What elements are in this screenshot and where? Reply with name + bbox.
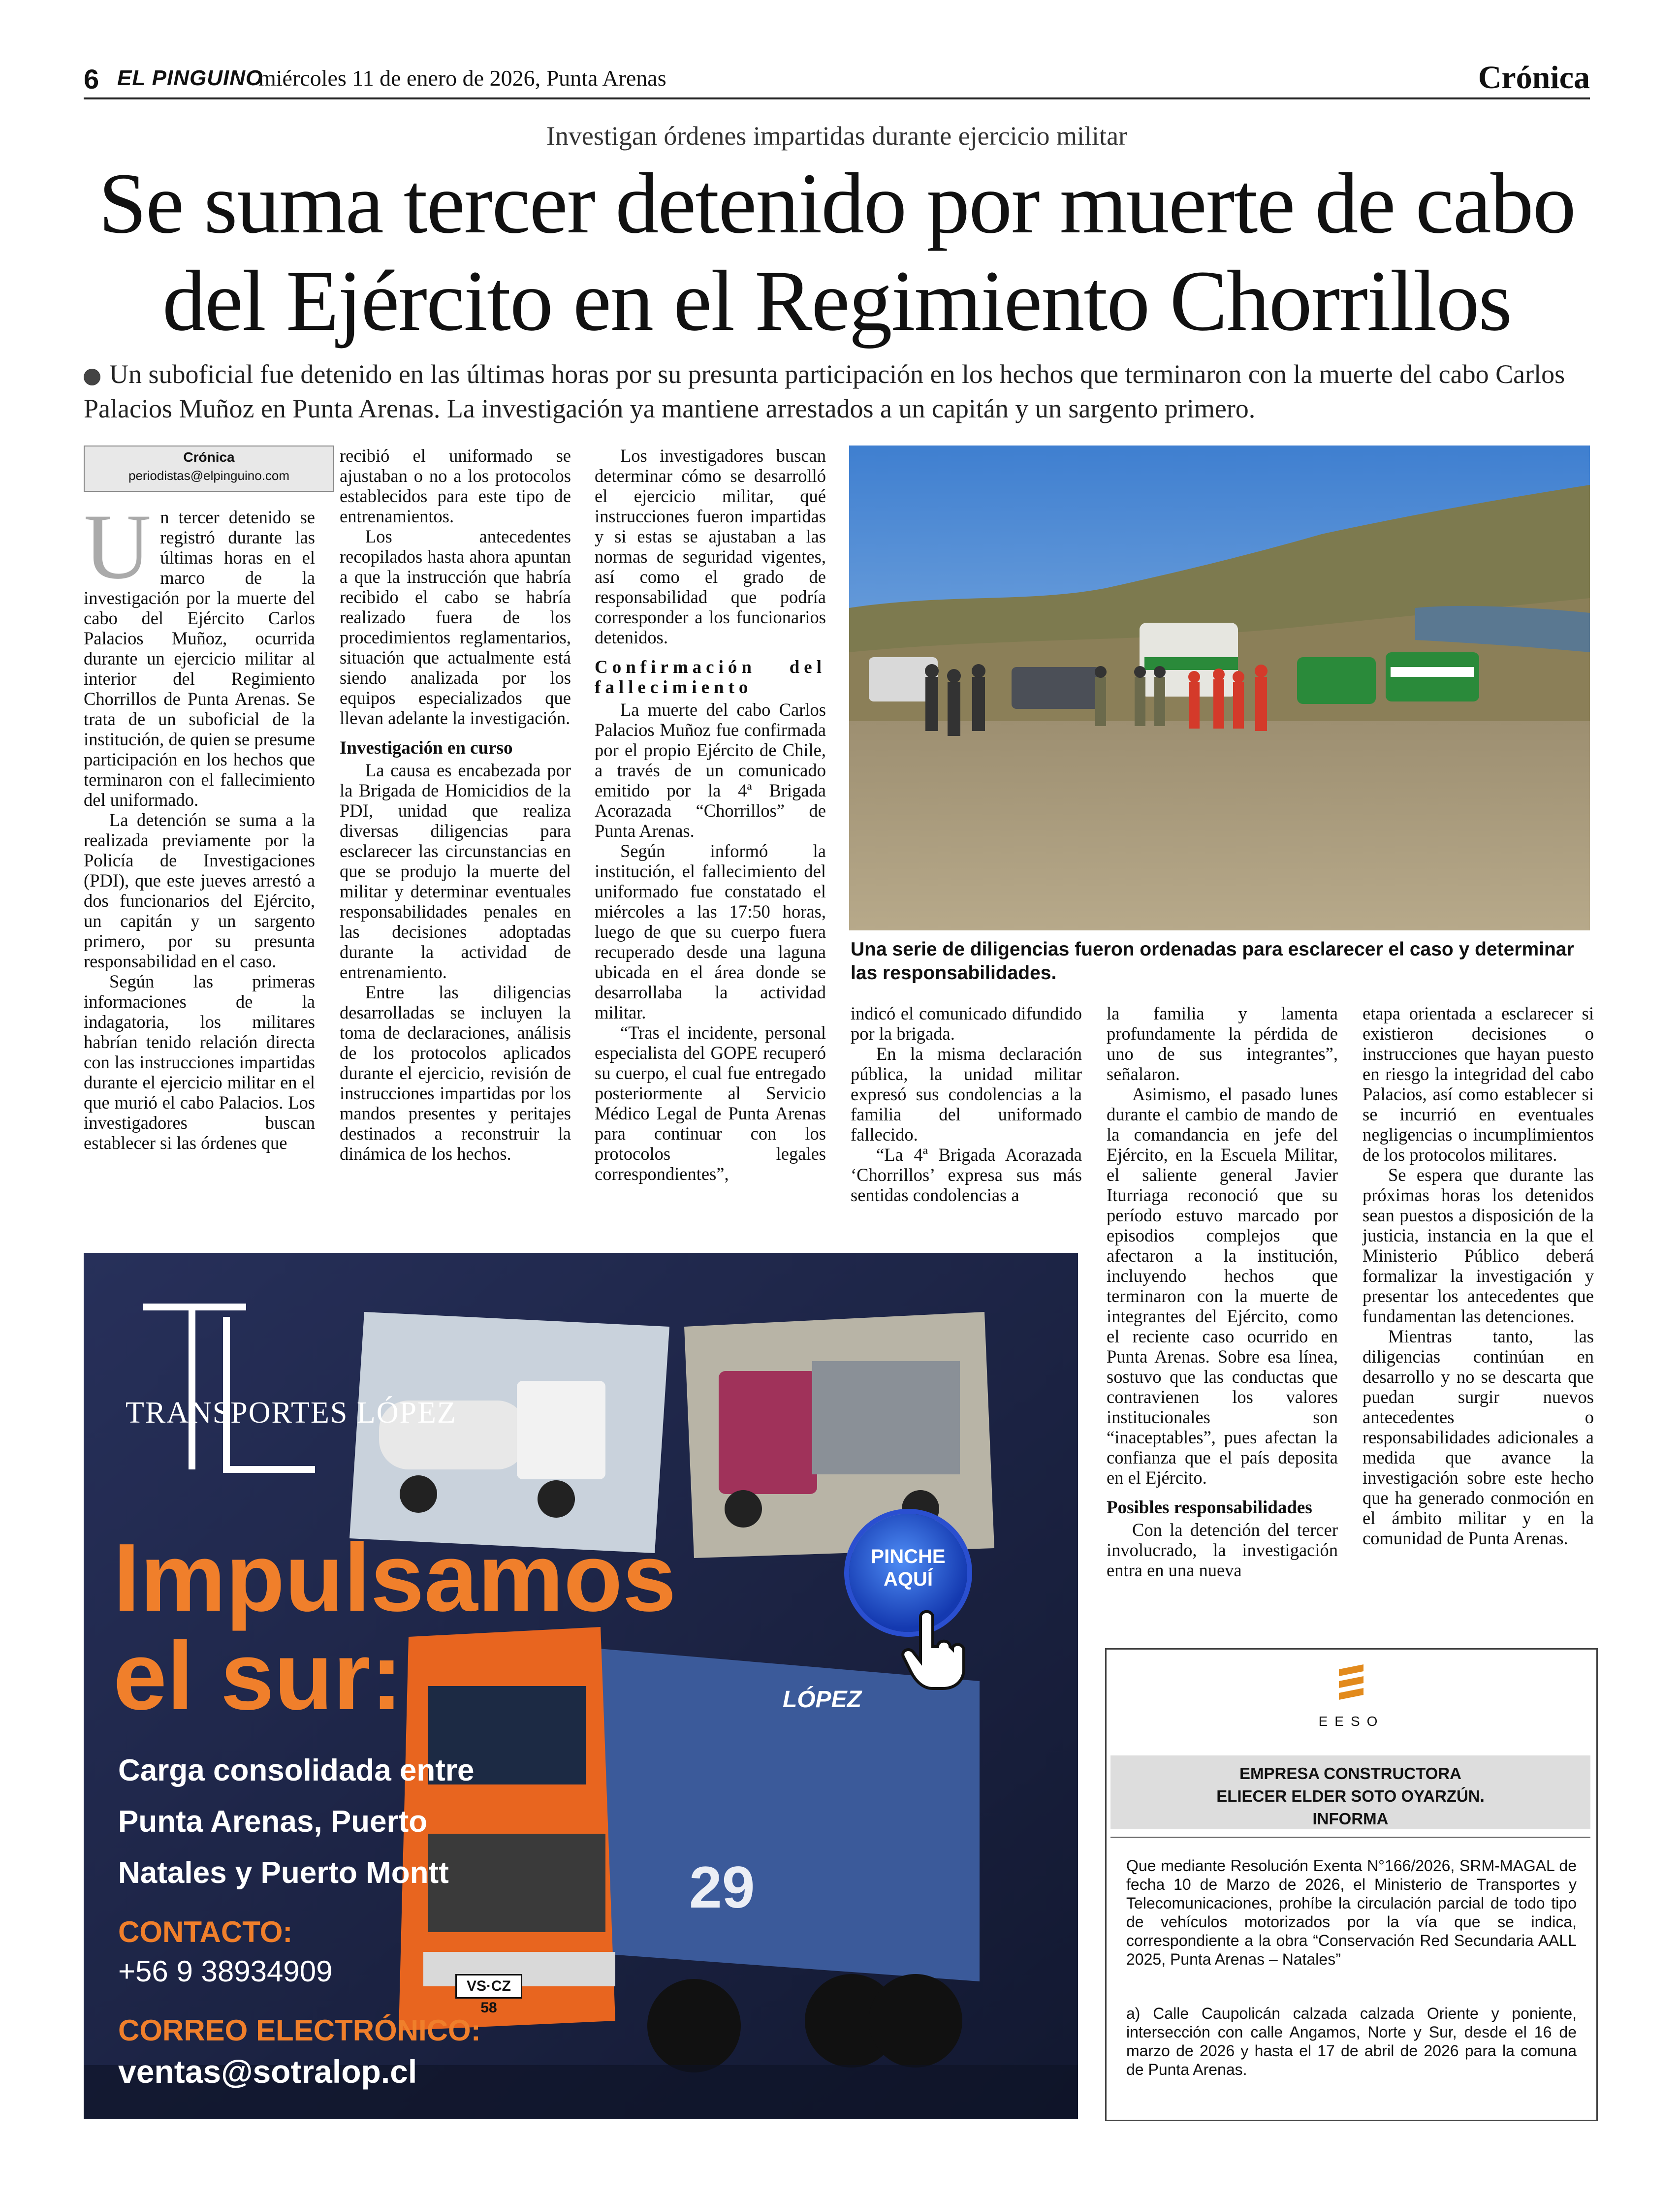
- eeso-logo-icon: [1334, 1664, 1368, 1709]
- photo-illustration: [849, 446, 1590, 930]
- ad-email[interactable]: ventas@sotralop.cl: [118, 2053, 417, 2090]
- headline: Se suma tercer detenido por muerte de cabo del Ejército en el Regimiento Chorrillos: [98, 156, 1575, 349]
- news-photo: [849, 446, 1590, 930]
- paragraph: Los antecedentes recopilados hasta ahora apuntan a que la instrucción que habría recibido el cabo se habría realizado fuera de los procedimientos reglamentarios, situación que actualmente está siendo analizada por los equipos especializados que llevan adelante la investigación.: [340, 526, 571, 728]
- paragraph: n tercer detenido se registró durante las últimas horas en el marco de la investigación por la muerte del cabo del Ejército Carlos Palacios Muñoz, ocurrida durante un ejercicio militar al interior del Regimiento Chorrillos de Punta Arenas. Se trata de un suboficial de la institución, de quien se presume participación en los hechos que terminaron con el fallecimiento del uniformado.: [84, 507, 315, 810]
- paragraph: Se espera que durante las próximas horas los detenidos sean puestos a disposición de la justicia, instancia en la que el Ministerio Público deberá formalizar la investigación y presentar los antecedentes que fundamentan las detenciones.: [1363, 1165, 1594, 1326]
- article-column-4: [851, 1003, 1082, 1230]
- ad-subtitle: [118, 1745, 660, 1899]
- anniversary-badge: 29: [689, 1854, 755, 1920]
- paragraph: Entre las diligencias desarrolladas se incluyen la toma de declaraciones, análisis de los protocolos aplicados durante el ejercicio, revisión de instrucciones impartidas por los mandos presentes y peritajes destinados a reconstruir la dinámica de los hechos.: [340, 982, 571, 1164]
- ad-email-label: CORREO ELECTRÓNICO:: [118, 2014, 481, 2047]
- notice-heading-line: EMPRESA CONSTRUCTORA: [1239, 1764, 1462, 1783]
- page-number: 6: [84, 64, 99, 95]
- ad-brand-name: TRANSPORTES LÓPEZ: [126, 1396, 457, 1430]
- article-column-1: [84, 495, 315, 1226]
- divider: [1110, 1837, 1590, 1838]
- lede: [84, 357, 1595, 426]
- truck-plate: VS·CZ 58: [455, 1974, 522, 1999]
- masthead: [84, 60, 1590, 99]
- paragraph: Asimismo, el pasado lunes durante el cambio de mando de la comandancia en jefe del Ejército, en la Escuela Militar, el saliente general Javier Iturriaga reconoció que su período estuvo marcado por episodios complejos que afectaron a la institución, incluyendo hechos que terminaron con la muerte de integrantes del Ejército, como el reciente caso ocurrido en Punta Arenas. Sobre esa línea, sostuvo que las conductas que contravienen los valores institucionales son “inaceptables”, pues afectan la confianza que el país deposita en el Ejército.: [1107, 1084, 1338, 1488]
- ad-subtitle-line: Carga consolidada entre: [118, 1753, 475, 1787]
- paragraph: La detención se suma a la realizada previamente por la Policía de Investigaciones (PDI), que este jueves arrestó a dos funcionarios del Ejército, un capitán y un sargento primero, por su presunta responsabilidad en el caso.: [84, 810, 315, 971]
- truck-photo-1: [349, 1312, 669, 1553]
- kicker: Investigan órdenes impartidas durante ejercicio militar: [546, 121, 1128, 151]
- byline-name: Crónica: [183, 449, 235, 465]
- paragraph: Los investigadores buscan determinar cómo se desarrolló el ejercicio militar, qué instrucciones fueron impartidas y si estas se ajustaban a las normas de seguridad vigentes, así como el grado de responsabilidad que podría corresponder a los funcionarios detenidos.: [595, 446, 826, 647]
- newspaper-name: EL PINGUINO: [117, 66, 263, 90]
- subhead: Investigación en curso: [340, 738, 513, 758]
- cta-line: AQUÍ: [884, 1568, 933, 1590]
- article-column-6: [1363, 1003, 1594, 1619]
- article-column-2: [340, 446, 571, 1228]
- notice-paragraph: a) Calle Caupolicán calzada calzada Oriente y poniente, intersección con calle Angamos, Norte y Sur, desde el 16 de marzo de 2026 y hasta el 17 de abril de 2026 para la comuna de Punta Arenas.: [1126, 2005, 1577, 2078]
- drop-cap: U: [84, 495, 152, 599]
- ad-phone[interactable]: +56 9 38934909: [118, 1955, 333, 1988]
- byline-email[interactable]: periodistas@elpinguino.com: [128, 468, 290, 483]
- ad-headline: [113, 1524, 676, 1730]
- truck-photo-2: [684, 1312, 994, 1558]
- dateline: miércoles 11 de enero de 2026, Punta Arenas: [258, 65, 666, 91]
- ad-headline-line: Impulsamos: [113, 1524, 676, 1631]
- ad-subtitle-line: Punta Arenas, Puerto: [118, 1805, 428, 1839]
- subhead: Confirmación del fallecimiento: [595, 657, 826, 698]
- notice-heading-line: ELIECER ELDER SOTO OYARZÚN.: [1216, 1787, 1485, 1805]
- notice-paragraph: Que mediante Resolución Exenta N°166/2026, SRM-MAGAL de fecha 10 de Marzo de 2026, el Ministerio de Transportes y Telecomunicaciones, prohíbe la circulación parcial de todo tipo de vehículos motorizados por la vía que se indica, correspondiente a la obra “Conservación Red Secundaria AALL 2025, Punta Arenas – Natales”: [1126, 1857, 1577, 1968]
- paragraph: En la misma declaración pública, la unidad militar expresó sus condolencias a la familia del uniformado fallecido.: [851, 1044, 1082, 1145]
- photo-caption: Una serie de diligencias fueron ordenadas para esclarecer el caso y determinar las responsabilidades.: [851, 939, 1574, 984]
- transportes-lopez-ad[interactable]: [84, 1253, 1078, 2119]
- paragraph: recibió el uniformado se ajustaban o no a los protocolos establecidos para este tipo de entrenamientos.: [340, 446, 571, 526]
- hand-pointer-icon: [901, 1607, 975, 1691]
- section-title: Crónica: [1478, 60, 1590, 96]
- cta-line: PINCHE: [871, 1546, 946, 1567]
- ad-subtitle-line: Natales y Puerto Montt: [118, 1856, 449, 1890]
- byline-box: [84, 446, 334, 492]
- paragraph: La causa es encabezada por la Brigada de Homicidios de la PDI, unidad que realiza diversas diligencias para esclarecer las circunstancias en que se produjo la muerte del militar y determinar eventuales responsabilidades penales en las decisiones adoptadas durante la actividad de entrenamiento.: [340, 760, 571, 982]
- paragraph: “La 4ª Brigada Acorazada ‘Chorrillos’ expresa sus más sentidas condolencias a: [851, 1145, 1082, 1205]
- paragraph: indicó el comunicado difundido por la brigada.: [851, 1003, 1082, 1044]
- paragraph: Según informó la institución, el fallecimiento del uniformado fue constatado el miércoles a las 17:50 horas, luego de que su cuerpo fuera recuperado desde una laguna ubicada en el área donde se desarrollaba la actividad militar.: [595, 841, 826, 1022]
- paragraph: la familia y lamenta profundamente la pérdida de uno de sus integrantes”, señalaron.: [1107, 1003, 1338, 1084]
- bullet-icon: [84, 369, 100, 385]
- article-column-3: [595, 446, 826, 1184]
- paragraph: Con la detención del tercer involucrado, la investigación entra en una nueva: [1107, 1520, 1338, 1580]
- paragraph: Mientras tanto, las diligencias continúan en desarrollo y no se descarta que puedan surgir nuevos antecedentes o responsabilidades adicionales a medida que avance la investigación sobre este hecho que ha generado conmoción en el ámbito militar y en la comunidad de Punta Arenas.: [1363, 1326, 1594, 1548]
- article-column-5: [1107, 1003, 1338, 1619]
- notice-heading-line: INFORMA: [1312, 1810, 1389, 1828]
- notice-heading: [1110, 1755, 1590, 1829]
- paragraph: etapa orientada a esclarecer si existieron decisiones o instrucciones que hayan puesto en riesgo la integridad del cabo Palacios, así como establecer si se incurrió en eventuales negligencias o incumplimientos de los protocolos militares.: [1363, 1003, 1594, 1165]
- ad-contact-label: CONTACTO:: [118, 1915, 293, 1948]
- eeso-logo-text: EESO: [1318, 1714, 1385, 1729]
- public-notice: [1105, 1648, 1598, 2121]
- paragraph: La muerte del cabo Carlos Palacios Muñoz fue confirmada por el propio Ejército de Chile, a través de un comunicado emitido por la 4ª Brigada Acorazada “Chorrillos” de Punta Arenas.: [595, 700, 826, 841]
- truck-logo: LÓPEZ: [783, 1687, 862, 1713]
- lede-text: Un suboficial fue detenido en las últimas horas por su presunta participación en los hechos que terminaron con la muerte del cabo Carlos Palacios Muñoz en Punta Arenas. La investigación ya mantiene arrestados a un capitán y un sargento primero.: [84, 359, 1565, 423]
- paragraph: “Tras el incidente, personal especialista del GOPE recuperó su cuerpo, el cual fue entregado posteriormente al Servicio Médico Legal de Punta Arenas para continuar con los protocolos legales correspondientes”,: [595, 1022, 826, 1184]
- paragraph: Según las primeras informaciones de la indagatoria, los militares habrían tenido relación directa con las instrucciones impartidas durante el ejercicio militar en el que murió el cabo Palacios. Los investigadores buscan establecer si las órdenes que: [84, 971, 315, 1153]
- ad-headline-line: el sur:: [113, 1622, 403, 1730]
- subhead: Posibles responsabilidades: [1107, 1497, 1312, 1518]
